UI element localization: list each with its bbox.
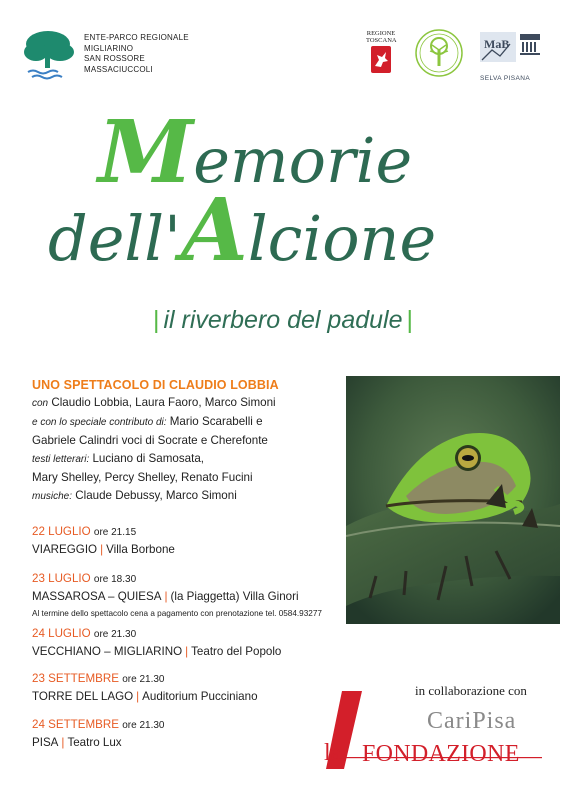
event-time: ore 21.30 (122, 674, 165, 685)
event-venue: Auditorium Pucciniano (142, 690, 258, 703)
event-time: ore 21.30 (122, 720, 165, 731)
svg-text:MaB: MaB (484, 37, 510, 51)
event-place: PISA (32, 736, 59, 749)
divider-bar: | (61, 736, 65, 749)
park-name-line: MASSACIUCCOLI (84, 64, 153, 74)
event-place: TORRE DEL LAGO (32, 690, 134, 703)
event-place: MASSAROSA – QUIESA (32, 590, 162, 603)
title-initial-a: A (181, 180, 248, 281)
subtitle (0, 306, 566, 335)
collaboration-label: in collaborazione con (415, 683, 527, 698)
divider-bar: | (185, 645, 189, 658)
mab-caption: SELVA PISANA (480, 75, 531, 82)
title-line-2 (48, 180, 437, 284)
regione-toscana-logo (366, 30, 396, 78)
park-name-line: ENTE-PARCO REGIONALE (84, 33, 189, 42)
event-venue: Villa Borbone (106, 543, 175, 556)
tree-frog-photo (346, 376, 560, 624)
cast-label: con (32, 398, 49, 409)
texts-authors: Luciano di Samosata, (92, 452, 204, 465)
music-line (32, 487, 332, 506)
park-name-line: SAN ROSSORE (84, 54, 145, 63)
title-line-1 (98, 102, 413, 203)
event-date: 24 SETTEMBRE (32, 718, 119, 731)
cast-line (32, 394, 332, 413)
event-time: ore 18.30 (93, 574, 137, 585)
special-label: e con lo speciale contributo di: (32, 417, 167, 428)
toscana-label: REGIONE (366, 30, 396, 37)
event-item (32, 523, 175, 558)
divider-bar: | (152, 306, 160, 334)
divider-bar: | (100, 543, 104, 556)
title-word-alcione: lcione (247, 202, 437, 275)
divider-bar: | (164, 590, 168, 603)
mab-icon (480, 30, 542, 66)
credits-heading: UNO SPETTACOLO DI CLAUDIO LOBBIA (32, 378, 279, 392)
fondazione-la: la (324, 740, 342, 766)
event-item (32, 625, 281, 660)
mab-unesco-logo (480, 30, 542, 84)
event-time: ore 21.15 (93, 527, 137, 538)
title-word-memorie: emorie (193, 124, 413, 197)
event-item (32, 716, 164, 751)
event-date: 22 LUGLIO (32, 525, 91, 538)
divider-bar: | (136, 690, 140, 703)
subtitle-text: il riverbero del padule (163, 306, 403, 334)
title-word-dell: dell' (48, 202, 182, 275)
tree-circle-logo (414, 28, 464, 78)
special-names-cont: Gabriele Calindri voci di Socrate e Cherefonte (32, 434, 268, 447)
title-initial-m: M (98, 102, 194, 203)
special-line (32, 413, 332, 432)
event-venue: Teatro Lux (67, 736, 122, 749)
pegasus-icon (371, 46, 391, 73)
event-venue: (la Piaggetta) Villa Ginori (170, 590, 299, 603)
event-venue: Teatro del Popolo (191, 645, 282, 658)
music-composers: Claude Debussy, Marco Simoni (75, 489, 237, 502)
park-name (84, 33, 189, 75)
cast-names: Claudio Lobbia, Laura Faoro, Marco Simoni (51, 396, 276, 409)
event-date: 24 LUGLIO (32, 627, 91, 640)
fondazione-text: FONDAZIONE (362, 741, 520, 767)
credits-block (32, 376, 332, 506)
event-item (32, 570, 322, 622)
park-name-line: MIGLIARINO (84, 43, 134, 53)
texts-line (32, 450, 332, 469)
texts-label: testi letterari: (32, 454, 90, 465)
event-date: 23 SETTEMBRE (32, 672, 119, 685)
special-names: Mario Scarabelli e (169, 415, 263, 428)
event-place: VIAREGGIO (32, 543, 98, 556)
divider-bar: | (406, 306, 414, 334)
music-label: musiche: (32, 491, 73, 502)
toscana-label: TOSCANA (366, 37, 397, 44)
texts-authors-cont: Mary Shelley, Percy Shelley, Renato Fucini (32, 471, 253, 484)
event-place: VECCHIANO – MIGLIARINO (32, 645, 183, 658)
event-item (32, 670, 258, 705)
event-date: 23 LUGLIO (32, 572, 91, 585)
caripisa-text: CariPisa (427, 708, 517, 734)
event-note: Al termine dello spettacolo cena a pagamento con prenotazione tel. 0584.93277 (32, 609, 322, 618)
event-time: ore 21.30 (93, 629, 137, 640)
park-logo (22, 28, 78, 82)
